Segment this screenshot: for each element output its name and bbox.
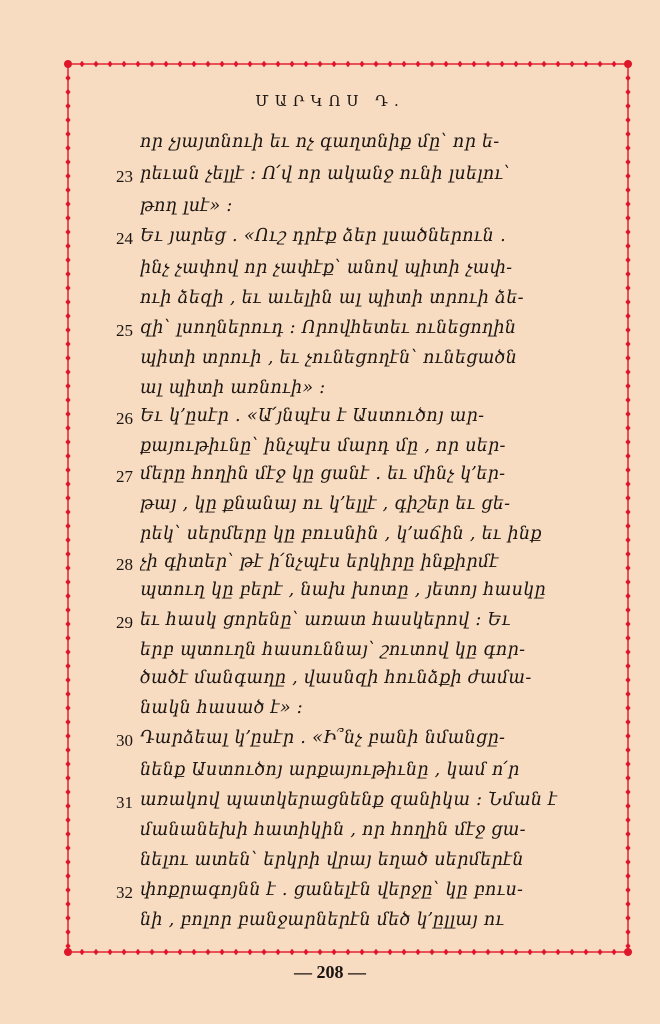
border-ornament bbox=[65, 425, 70, 431]
border-ornament bbox=[107, 61, 112, 67]
border-ornament bbox=[65, 341, 70, 347]
border-ornament bbox=[625, 383, 630, 389]
border-ornament bbox=[625, 523, 630, 529]
border-ornament bbox=[625, 131, 630, 137]
text-line: րեկ՝ սերմերը կը բուսնին , կ՚աճին , եւ ինք bbox=[140, 524, 542, 544]
border-ornament bbox=[625, 747, 630, 753]
border-ornament bbox=[65, 677, 70, 683]
border-ornament bbox=[79, 61, 84, 67]
border-ornament bbox=[625, 873, 630, 879]
border-ornament bbox=[625, 411, 630, 417]
border-ornament bbox=[163, 949, 168, 955]
border-ornament bbox=[289, 61, 294, 67]
border-ornament bbox=[443, 949, 448, 955]
text-line: ծածէ մանգաղը , վասնզի հունձքի ժամա- bbox=[140, 668, 532, 688]
border-ornament bbox=[373, 61, 378, 67]
border-ornament bbox=[65, 915, 70, 921]
border-ornament bbox=[93, 949, 98, 955]
text-line: պտուղ կը բերէ , նախ խոտը , յետոյ հասկը bbox=[140, 580, 546, 600]
text-line: երբ պտուղն հասուննայ՝ շուտով կը գոր- bbox=[140, 640, 526, 660]
border-ornament bbox=[541, 61, 546, 67]
border-ornament bbox=[65, 117, 70, 123]
text-line: Եւ յարեց ․ «Ուշ դրէք ձեր լսածներուն ․ bbox=[140, 226, 507, 246]
border-ornament bbox=[625, 75, 630, 81]
text-line: պիտի տրուի , եւ չունեցողէն՝ ունեցածն bbox=[140, 348, 518, 368]
border-ornament bbox=[65, 173, 70, 179]
border-ornament bbox=[625, 271, 630, 277]
text-line: ուի ձեզի , եւ աւելին ալ պիտի տրուի ձե- bbox=[140, 288, 524, 308]
border-ornament bbox=[65, 215, 70, 221]
border-ornament bbox=[121, 949, 126, 955]
border-ornament bbox=[625, 425, 630, 431]
border-ornament bbox=[625, 761, 630, 767]
border-ornament bbox=[625, 243, 630, 249]
text-line: նի , բոլոր բանջարներէն մեծ կ՚ըլլայ ու bbox=[140, 910, 505, 930]
border-ornament bbox=[65, 719, 70, 725]
border-ornament bbox=[513, 61, 518, 67]
text-line: քայութիւնը՝ ինչպէս մարդ մը , որ սեր- bbox=[140, 436, 506, 456]
border-ornament bbox=[65, 593, 70, 599]
verse-number: 32 bbox=[116, 883, 133, 902]
border-ornament bbox=[65, 775, 70, 781]
border-ornament bbox=[387, 61, 392, 67]
border-ornament bbox=[205, 61, 210, 67]
verse-number: 31 bbox=[116, 793, 133, 812]
border-ornament bbox=[625, 565, 630, 571]
border-ornament bbox=[625, 621, 630, 627]
border-ornament bbox=[625, 901, 630, 907]
border-ornament bbox=[625, 733, 630, 739]
border-ornament bbox=[527, 61, 532, 67]
border-ornament bbox=[65, 131, 70, 137]
border-ornament bbox=[65, 75, 70, 81]
text-line: ալ պիտի առնուի» ։ bbox=[140, 378, 326, 398]
border-ornament bbox=[625, 201, 630, 207]
border-ornament bbox=[65, 383, 70, 389]
text-line: Եւ կ՚ըսէր ․ «Ա՛յնպէս է Աստուծոյ ար- bbox=[140, 406, 485, 426]
border-ornament bbox=[625, 691, 630, 697]
border-ornament bbox=[275, 949, 280, 955]
border-ornament bbox=[65, 495, 70, 501]
border-ornament bbox=[625, 831, 630, 837]
border-ornament bbox=[65, 565, 70, 571]
border-ornament bbox=[65, 285, 70, 291]
border-ornament bbox=[555, 61, 560, 67]
border-ornament bbox=[65, 201, 70, 207]
border-ornament bbox=[625, 845, 630, 851]
border-ornament bbox=[625, 397, 630, 403]
border-ornament bbox=[625, 551, 630, 557]
border-ornament bbox=[65, 817, 70, 823]
border-ornament bbox=[457, 949, 462, 955]
text-line: զի՝ լսողներուդ ։ Որովհետեւ ունեցողին bbox=[140, 318, 517, 338]
border-ornament bbox=[219, 61, 224, 67]
text-line: ինչ չափով որ չափէք՝ անով պիտի չափ- bbox=[140, 258, 513, 278]
border-ornament bbox=[345, 61, 350, 67]
text-line: նելու ատեն՝ երկրի վրայ եղած սերմերէն bbox=[140, 850, 524, 870]
border-ornament bbox=[625, 481, 630, 487]
border-ornament bbox=[625, 341, 630, 347]
border-ornament bbox=[611, 949, 616, 955]
border-corner-ornament bbox=[64, 60, 72, 68]
border-ornament bbox=[625, 187, 630, 193]
border-ornament bbox=[625, 789, 630, 795]
border-ornament bbox=[331, 61, 336, 67]
border-ornament bbox=[65, 929, 70, 935]
border-ornament bbox=[513, 949, 518, 955]
running-header: ՄԱՐԿՈՍ Դ. bbox=[255, 92, 405, 110]
border-ornament bbox=[65, 761, 70, 767]
border-ornament bbox=[65, 579, 70, 585]
border-ornament bbox=[471, 949, 476, 955]
border-ornament bbox=[65, 467, 70, 473]
verse-number: 26 bbox=[116, 409, 133, 428]
border-ornament bbox=[191, 949, 196, 955]
border-ornament bbox=[625, 607, 630, 613]
border-ornament bbox=[625, 215, 630, 221]
text-line: առակով պատկերացնենք զանիկա ։ Նման է bbox=[140, 790, 558, 810]
border-ornament bbox=[625, 705, 630, 711]
border-ornament bbox=[331, 949, 336, 955]
border-ornament bbox=[415, 949, 420, 955]
border-ornament bbox=[65, 733, 70, 739]
border-ornament bbox=[625, 803, 630, 809]
border-ornament bbox=[65, 789, 70, 795]
verse-number: 27 bbox=[116, 467, 133, 486]
border-ornament bbox=[387, 949, 392, 955]
border-ornament bbox=[163, 61, 168, 67]
border-ornament bbox=[583, 61, 588, 67]
border-ornament bbox=[625, 817, 630, 823]
border-ornament bbox=[429, 61, 434, 67]
border-ornament bbox=[625, 929, 630, 935]
border-ornament bbox=[373, 949, 378, 955]
border-ornament bbox=[541, 949, 546, 955]
border-ornament bbox=[65, 551, 70, 557]
border-ornament bbox=[93, 61, 98, 67]
border-ornament bbox=[65, 649, 70, 655]
border-ornament bbox=[289, 949, 294, 955]
border-ornament bbox=[65, 873, 70, 879]
border-ornament bbox=[65, 607, 70, 613]
border-ornament bbox=[555, 949, 560, 955]
text-line: մանանեխի հատիկին , որ հողին մէջ ցա- bbox=[140, 820, 526, 840]
border-ornament bbox=[65, 509, 70, 515]
border-ornament bbox=[65, 159, 70, 165]
border-ornament bbox=[65, 369, 70, 375]
border-ornament bbox=[597, 61, 602, 67]
verse-number: 29 bbox=[116, 613, 133, 632]
border-ornament bbox=[625, 859, 630, 865]
border-ornament bbox=[317, 949, 322, 955]
border-ornament bbox=[65, 887, 70, 893]
border-ornament bbox=[625, 257, 630, 263]
border-ornament bbox=[625, 467, 630, 473]
border-ornament bbox=[65, 523, 70, 529]
border-ornament bbox=[65, 747, 70, 753]
border-ornament bbox=[317, 61, 322, 67]
border-ornament bbox=[359, 949, 364, 955]
border-ornament bbox=[345, 949, 350, 955]
border-ornament bbox=[65, 271, 70, 277]
border-ornament bbox=[233, 61, 238, 67]
border-ornament bbox=[65, 327, 70, 333]
border-ornament bbox=[625, 635, 630, 641]
border-ornament bbox=[625, 173, 630, 179]
verse-number: 24 bbox=[116, 229, 133, 248]
border-ornament bbox=[65, 845, 70, 851]
border-ornament bbox=[499, 61, 504, 67]
border-ornament bbox=[65, 229, 70, 235]
border-ornament bbox=[625, 663, 630, 669]
border-ornament bbox=[583, 949, 588, 955]
border-ornament bbox=[625, 369, 630, 375]
border-ornament bbox=[499, 949, 504, 955]
text-line: թող լսէ» ։ bbox=[140, 196, 233, 216]
border-ornament bbox=[247, 949, 252, 955]
border-ornament bbox=[415, 61, 420, 67]
border-ornament bbox=[177, 61, 182, 67]
border-ornament bbox=[625, 593, 630, 599]
border-ornament bbox=[65, 635, 70, 641]
border-ornament bbox=[401, 61, 406, 67]
verse-number: 23 bbox=[116, 167, 133, 186]
border-ornament bbox=[65, 257, 70, 263]
text-line: Դարձեալ կ՚ըսէր ․ «Ի՞նչ բանի նմանցը- bbox=[140, 728, 506, 748]
border-ornament bbox=[625, 117, 630, 123]
border-corner-ornament bbox=[624, 60, 632, 68]
border-ornament bbox=[625, 915, 630, 921]
border-ornament bbox=[65, 397, 70, 403]
border-corner-ornament bbox=[64, 948, 72, 956]
border-ornament bbox=[65, 621, 70, 627]
border-ornament bbox=[79, 949, 84, 955]
border-ornament bbox=[149, 61, 154, 67]
border-ornament bbox=[303, 61, 308, 67]
border-ornament bbox=[65, 355, 70, 361]
border-ornament bbox=[625, 439, 630, 445]
border-ornament bbox=[65, 537, 70, 543]
border-ornament bbox=[485, 949, 490, 955]
border-ornament bbox=[625, 509, 630, 515]
border-ornament bbox=[65, 859, 70, 865]
border-ornament bbox=[65, 439, 70, 445]
border-ornament bbox=[625, 327, 630, 333]
border-ornament bbox=[135, 61, 140, 67]
border-ornament bbox=[177, 949, 182, 955]
border-ornament bbox=[65, 313, 70, 319]
border-ornament bbox=[625, 313, 630, 319]
border-ornament bbox=[65, 663, 70, 669]
text-line: փոքրագոյնն է ․ ցանելէն վերջը՝ կը բուս- bbox=[140, 880, 524, 900]
border-ornament bbox=[65, 187, 70, 193]
border-ornament bbox=[597, 949, 602, 955]
border-ornament bbox=[625, 775, 630, 781]
border-ornament bbox=[569, 949, 574, 955]
border-ornament bbox=[359, 61, 364, 67]
page-number: — 208 — bbox=[294, 962, 366, 982]
text-line: թայ , կը քնանայ ու կ՚ելլէ , գիշեր եւ ցե- bbox=[140, 494, 511, 514]
border-ornament bbox=[149, 949, 154, 955]
border-ornament bbox=[625, 229, 630, 235]
border-ornament bbox=[443, 61, 448, 67]
border-ornament bbox=[261, 949, 266, 955]
border-ornament bbox=[625, 453, 630, 459]
border-ornament bbox=[205, 949, 210, 955]
border-ornament bbox=[429, 949, 434, 955]
border-ornament bbox=[65, 453, 70, 459]
border-ornament bbox=[625, 579, 630, 585]
border-ornament bbox=[65, 299, 70, 305]
border-ornament bbox=[65, 243, 70, 249]
border-ornament bbox=[233, 949, 238, 955]
border-ornament bbox=[261, 61, 266, 67]
verse-number: 30 bbox=[116, 731, 133, 750]
border-ornament bbox=[219, 949, 224, 955]
text-line: որ չյայտնուի եւ ոչ գաղտնիք մը՝ որ ե- bbox=[140, 132, 500, 152]
text-line: եւ հասկ ցորենը՝ առատ հասկերով ։ Եւ bbox=[140, 610, 511, 630]
border-ornament bbox=[247, 61, 252, 67]
border-ornament bbox=[135, 949, 140, 955]
border-corner-ornament bbox=[624, 948, 632, 956]
border-ornament bbox=[65, 481, 70, 487]
border-ornament bbox=[625, 285, 630, 291]
border-ornament bbox=[457, 61, 462, 67]
border-ornament bbox=[611, 61, 616, 67]
border-ornament bbox=[569, 61, 574, 67]
border-ornament bbox=[65, 145, 70, 151]
border-ornament bbox=[275, 61, 280, 67]
border-ornament bbox=[625, 887, 630, 893]
border-ornament bbox=[625, 649, 630, 655]
border-ornament bbox=[625, 537, 630, 543]
border-ornament bbox=[527, 949, 532, 955]
border-ornament bbox=[625, 159, 630, 165]
border-ornament bbox=[625, 495, 630, 501]
text-line: րեւան չելլէ ։ Ո՛վ որ ականջ ունի լսելու՝ bbox=[140, 164, 510, 184]
border-ornament bbox=[107, 949, 112, 955]
border-ornament bbox=[625, 299, 630, 305]
border-ornament bbox=[65, 411, 70, 417]
border-ornament bbox=[65, 705, 70, 711]
border-ornament bbox=[65, 803, 70, 809]
border-ornament bbox=[65, 691, 70, 697]
border-ornament bbox=[401, 949, 406, 955]
border-ornament bbox=[471, 61, 476, 67]
text-line: մերը հողին մէջ կը ցանէ ․ եւ մինչ կ՚եր- bbox=[140, 464, 506, 484]
border-ornament bbox=[121, 61, 126, 67]
verse-number: 25 bbox=[116, 321, 133, 340]
border-ornament bbox=[625, 677, 630, 683]
border-ornament bbox=[65, 831, 70, 837]
border-ornament bbox=[191, 61, 196, 67]
verse-number: 28 bbox=[116, 555, 133, 574]
border-ornament bbox=[485, 61, 490, 67]
text-line: նենք Աստուծոյ արքայութիւնը , կամ ո՛ր bbox=[140, 760, 520, 780]
border-ornament bbox=[65, 901, 70, 907]
border-ornament bbox=[625, 719, 630, 725]
text-line: չի գիտեր՝ թէ ի՛նչպէս երկիրը ինքիրմէ bbox=[140, 552, 499, 572]
border-ornament bbox=[303, 949, 308, 955]
border-ornament bbox=[625, 355, 630, 361]
border-ornament bbox=[625, 145, 630, 151]
text-line: նակն հասած է» ։ bbox=[140, 698, 303, 718]
